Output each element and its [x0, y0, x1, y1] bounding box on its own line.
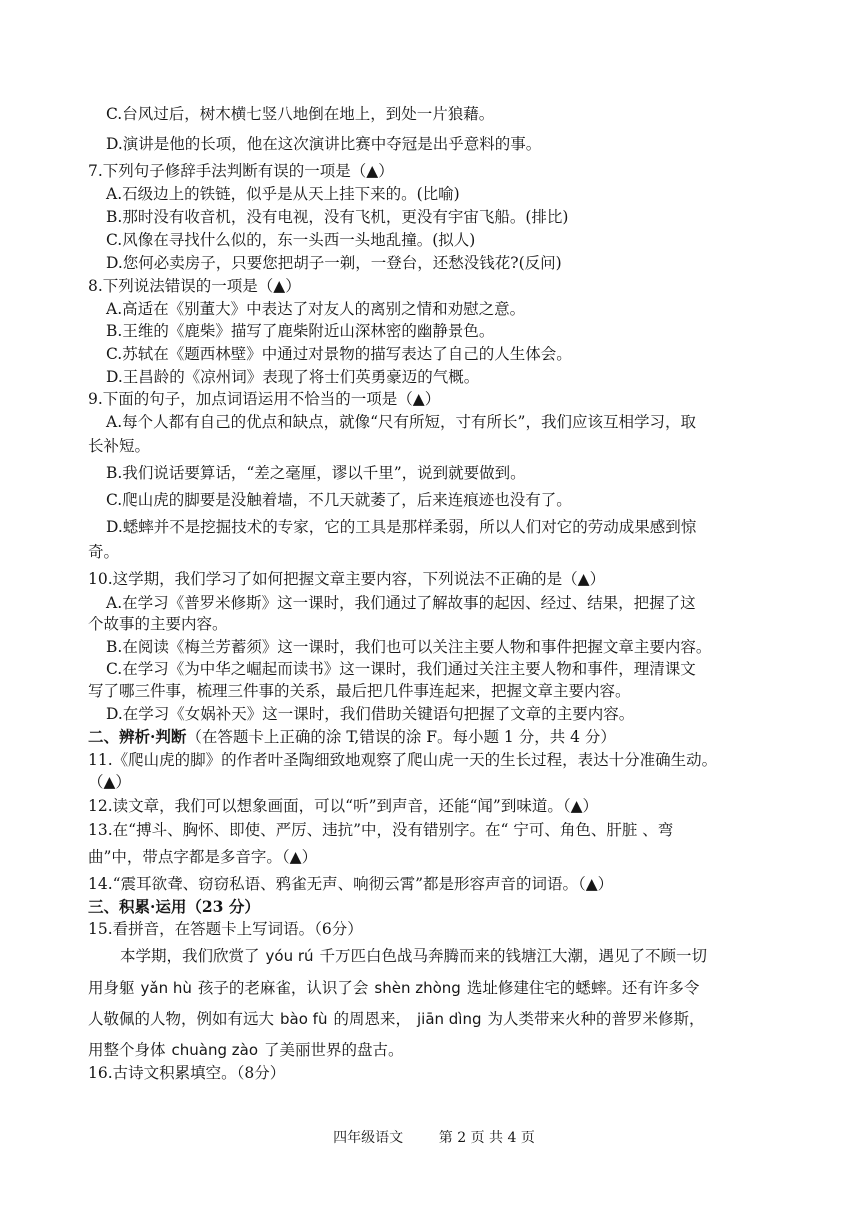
q15-paragraph-line2 [88, 978, 699, 998]
q15-text: 选址修建住宅的蟋蟀。还有许多令 [466, 979, 700, 997]
q15-text: 孩子的老麻雀，认识了会 [197, 979, 369, 997]
q9-stem: 9.下面的句子，加点词语运用不恰当的一项是（▲） [88, 390, 441, 408]
q13-line1: 13.在“搏斗、胸怀、即使、严厉、违抗”中，没有错别字。在“ 宁可、角色、肝脏 、弯 [88, 821, 674, 839]
q11-line2: （▲） [88, 773, 131, 791]
q15-text: 本学期，我们欣赏了 [120, 947, 260, 965]
footer-subject: 四年级语文 [333, 1130, 404, 1146]
q13-line2: 曲”中，带点字都是多音字。（▲） [88, 848, 318, 866]
q10-option-d: D.在学习《女娲补天》这一课时，我们借助关键语句把握了文章的主要内容。 [106, 705, 635, 723]
section2-note: （在答题卡上正确的涂 T,错误的涂 F。每小题 1 分，共 4 分） [186, 728, 616, 746]
q15-paragraph-line4 [88, 1040, 404, 1060]
q10-option-a-line2: 个故事的主要内容。 [88, 615, 228, 633]
q8-stem: 8.下列说法错误的一项是（▲） [88, 277, 301, 295]
q8-option-c: C.苏轼在《题西林壁》中通过对景物的描写表达了自己的人生体会。 [106, 345, 572, 363]
section3-title: 三、积累·运用（23 分） [88, 897, 260, 916]
q16-stem: 16.古诗文积累填空。（8分） [88, 1064, 286, 1082]
q8-option-d: D.王昌龄的《凉州词》表现了将士们英勇豪迈的气概。 [106, 368, 480, 386]
q7-option-d: D.您何必卖房子，只要您把胡子一剃，一登台，还愁没钱花?(反问) [106, 254, 562, 272]
q10-option-c-line2: 写了哪三件事，梳理三件事的关系，最后把几件事连起来，把握文章主要内容。 [88, 682, 631, 700]
pinyin-blank-1: yóu rú [265, 947, 314, 965]
section2-heading [88, 727, 616, 747]
q15-stem: 15.看拼音，在答题卡上写词语。（6分） [88, 920, 363, 938]
q15-paragraph-line3 [88, 1009, 705, 1029]
q14: 14.“震耳欲聋、窃窃私语、鸦雀无声、响彻云霄”都是形容声音的词语。（▲） [88, 875, 614, 893]
q8-option-a: A.高适在《别董大》中表达了对友人的离别之情和劝慰之意。 [106, 300, 526, 318]
q10-stem: 10.这学期，我们学习了如何把握文章主要内容，下列说法不正确的是（▲） [88, 570, 606, 588]
q6-option-c: C.台风过后，树木横七竖八地倒在地上，到处一片狼藉。 [106, 105, 495, 123]
pinyin-blank-5: jiān dìng [416, 1010, 482, 1028]
q12: 12.读文章，我们可以想象画面，可以“听”到声音，还能“闻”到味道。（▲） [88, 797, 599, 815]
q7-option-c: C.风像在寻找什么似的，东一头西一头地乱撞。(拟人) [106, 231, 476, 249]
q6-option-d: D.演讲是他的长项，他在这次演讲比赛中夺冠是出乎意料的事。 [106, 135, 542, 153]
q9-option-d-line1: D.蟋蟀并不是挖掘技术的专家，它的工具是那样柔弱，所以人们对它的劳动成果感到惊 [106, 518, 697, 536]
section2-title: 二、辨析·判断 [88, 727, 187, 746]
q10-option-a-line1: A.在学习《普罗米修斯》这一课时，我们通过了解故事的起因、经过、结果，把握了这 [106, 594, 696, 612]
pinyin-blank-4: bào fù [280, 1010, 328, 1028]
q9-option-a-line2: 长补短。 [88, 437, 151, 455]
q15-text: 用整个身体 [88, 1041, 166, 1059]
pinyin-blank-2: yǎn hù [140, 979, 192, 997]
q7-stem: 7.下列句子修辞手法判断有误的一项是（▲） [88, 162, 394, 180]
q11-line1: 11.《爬山虎的脚》的作者叶圣陶细致地观察了爬山虎一天的生长过程，表达十分准确生动。 [88, 751, 718, 769]
q10-option-c-line1: C.在学习《为中华之崛起而读书》这一课时，我们通过关注主要人物和事件，理清课文 [106, 660, 696, 678]
page-footer [0, 1127, 868, 1147]
q15-text: 人敬佩的人物，例如有远大 [88, 1010, 275, 1028]
q9-option-c: C.爬山虎的脚要是没触着墙，不几天就萎了，后来连痕迹也没有了。 [106, 491, 572, 509]
q7-option-a: A.石级边上的铁链，似乎是从天上挂下来的。(比喻) [106, 185, 460, 203]
q9-option-a-line1: A.每个人都有自己的优点和缺点，就像“尺有所短，寸有所长”，我们应该互相学习，取 [106, 413, 696, 431]
footer-page-number: 第 2 页 共 4 页 [438, 1130, 535, 1146]
q15-text: 为人类带来火种的普罗米修斯， [487, 1010, 705, 1028]
q10-option-b: B.在阅读《梅兰芳蓄须》这一课时，我们也可以关注主要人物和事件把握文章主要内容。 [106, 638, 712, 656]
q15-text: 用身躯 [88, 979, 135, 997]
pinyin-blank-6: chuàng zào [171, 1041, 259, 1059]
q9-option-b: B.我们说话要算话，“差之毫厘，谬以千里”，说到就要做到。 [106, 464, 526, 482]
q15-text: 的周恩来， [333, 1010, 411, 1028]
q15-paragraph-line1 [120, 946, 707, 966]
q7-option-b: B.那时没有收音机，没有电视，没有飞机，更没有宇宙飞船。(排比) [106, 208, 569, 226]
q8-option-b: B.王维的《鹿柴》描写了鹿柴附近山深林密的幽静景色。 [106, 322, 495, 340]
q9-option-d-line2: 奇。 [88, 543, 120, 561]
q15-text: 千万匹白色战马奔腾而来的钱塘江大潮，遇见了不顾一切 [319, 947, 708, 965]
q15-text: 了美丽世界的盘古。 [264, 1041, 404, 1059]
pinyin-blank-3: shèn zhòng [374, 979, 461, 997]
